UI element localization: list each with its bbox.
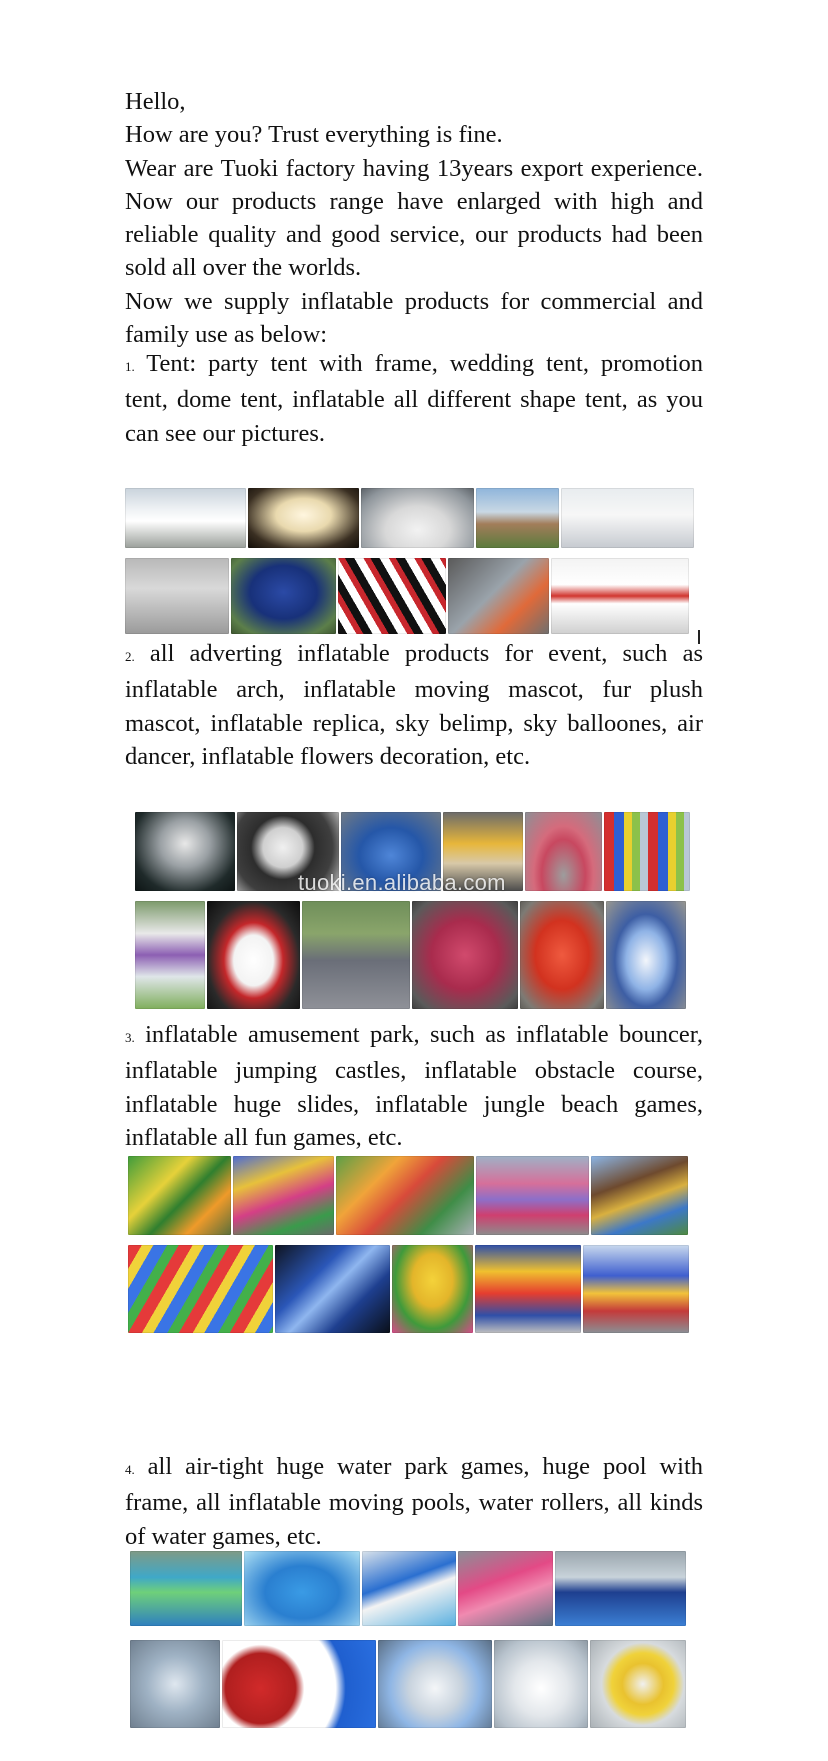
- intro-line: How are you? Trust everything is fine.: [125, 121, 503, 149]
- water-photo-row-1: [130, 1551, 686, 1626]
- tent-photo: [561, 488, 694, 548]
- tent-photo: [448, 558, 549, 634]
- section-2: [125, 637, 703, 773]
- water-photo: [590, 1640, 686, 1728]
- tent-photo: [551, 558, 690, 634]
- list-number: 3.: [125, 1030, 135, 1045]
- intro-paragraph: Now we supply inflatable products for commercial and family use as below:: [125, 287, 703, 349]
- advertising-photo: [135, 901, 205, 1009]
- water-photo: [130, 1640, 220, 1728]
- section-4: [125, 1450, 703, 1553]
- advertising-photo: [604, 812, 690, 891]
- amusement-photo: [336, 1156, 474, 1235]
- list-number: 2.: [125, 649, 135, 664]
- intro-paragraph: Wear are Tuoki factory having 13years export experience. Now our products range have enlarged with high and reliable quality and good service, our products had been sold all over the worlds.: [125, 154, 703, 282]
- section-1: [125, 347, 703, 450]
- advertising-photo: [520, 901, 604, 1009]
- advertising-photo: [207, 901, 300, 1009]
- tent-photo: [125, 558, 229, 634]
- advertising-photo: [606, 901, 686, 1009]
- water-photo: [494, 1640, 589, 1728]
- advertising-photo-row-2: [135, 901, 690, 1009]
- greeting: Hello,: [125, 88, 186, 115]
- tent-photo-row-2: [125, 558, 689, 634]
- list-number: 4.: [125, 1462, 135, 1477]
- list-number: 1.: [125, 359, 135, 374]
- tent-photo: [231, 558, 337, 634]
- amusement-photo: [275, 1245, 390, 1333]
- advertising-photo: [135, 812, 235, 891]
- intro-text: [125, 85, 703, 351]
- tent-photo: [125, 488, 246, 548]
- amusement-photo: [233, 1156, 335, 1235]
- amusement-photo: [128, 1156, 231, 1235]
- section-3: [125, 1018, 703, 1154]
- amusement-photo: [128, 1245, 273, 1333]
- amusement-photo: [583, 1245, 689, 1333]
- tent-photo: [248, 488, 360, 548]
- amusement-photo-row-1: [128, 1156, 688, 1235]
- amusement-photo: [591, 1156, 688, 1235]
- section-text: Tent: party tent with frame, wedding tent, promotion tent, dome tent, inflatable all different shape tent, as you can see our pictures.: [125, 350, 703, 447]
- watermark: tuoki.en.alibaba.com: [298, 870, 506, 895]
- water-photo-row-2: [130, 1640, 686, 1728]
- tent-photo: [338, 558, 446, 634]
- tent-photo: [476, 488, 560, 548]
- advertising-photo: [412, 901, 518, 1009]
- section-text: all adverting inflatable products for event, such as inflatable arch, inflatable moving mascot, fur plush mascot, inflatable replica, sky belimp, sky balloones, air dancer, inflatable flowers decoration, etc.: [125, 640, 703, 770]
- amusement-photo: [475, 1245, 581, 1333]
- tent-photo: [361, 488, 474, 548]
- amusement-photo: [476, 1156, 590, 1235]
- water-photo: [458, 1551, 554, 1626]
- water-photo: [362, 1551, 456, 1626]
- amusement-photo: [392, 1245, 473, 1333]
- advertising-photo: [302, 901, 410, 1009]
- amusement-photo-row-2: [128, 1245, 689, 1333]
- water-photo: [222, 1640, 376, 1728]
- section-text: all air-tight huge water park games, huge pool with frame, all inflatable moving pools, water rollers, all kinds of water games, etc.: [125, 1453, 703, 1550]
- advertising-photo: [525, 812, 603, 891]
- water-photo: [378, 1640, 492, 1728]
- tent-photo-row-1: [125, 488, 694, 548]
- section-text: inflatable amusement park, such as inflatable bouncer, inflatable jumping castles, inflatable obstacle course, inflatable huge slides, inflatable jungle beach games, inflatable all fun games, etc.: [125, 1021, 703, 1151]
- water-photo: [130, 1551, 242, 1626]
- water-photo: [555, 1551, 686, 1626]
- water-photo: [244, 1551, 361, 1626]
